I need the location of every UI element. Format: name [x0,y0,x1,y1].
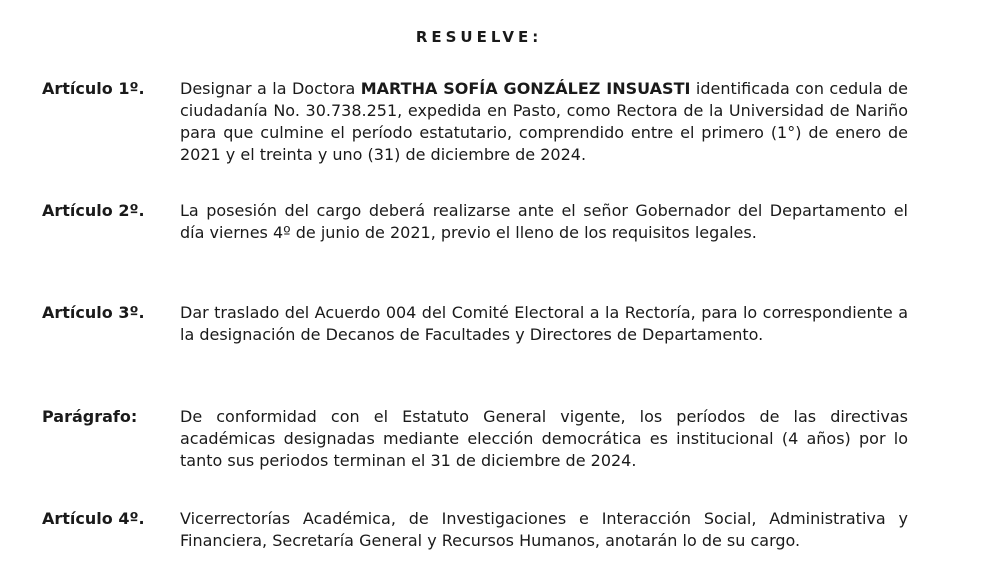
resolution-heading [0,28,988,46]
article-4-label: Artículo 4º. [42,509,145,528]
article-2-body: La posesión del cargo deberá realizarse ante el señor Gobernador del Departamento el día viernes 4º de junio de 2021, previo el lleno de los requisitos legales. [180,201,908,242]
paragrafo-body: De conformidad con el Estatuto General vigente, los períodos de las directivas académicas designadas mediante elección democrática es institucional (4 años) por lo tanto sus periodos terminan el 31 de diciembre de 2024. [180,407,908,470]
article-3-label: Artículo 3º. [42,303,145,322]
paragrafo-label: Parágrafo: [42,407,138,426]
article-1-bold-name: MARTHA SOFÍA GONZÁLEZ INSUASTI [360,79,691,98]
article-1-body [180,78,908,166]
heading-text: RESUELVE: [415,28,543,46]
article-1-label: Artículo 1º. [42,79,145,98]
article-2-label: Artículo 2º. [42,201,145,220]
article-3-body: Dar traslado del Acuerdo 004 del Comité Electoral a la Rectoría, para lo correspondiente a la designación de Decanos de Facultades y Directores de Departamento. [180,303,908,344]
article-4-body: Vicerrectorías Académica, de Investigaciones e Interacción Social, Administrativa y Financiera, Secretaría General y Recursos Humanos, anotarán lo de su cargo. [180,509,908,550]
article-1-text-after: identificada con cedula de ciudadanía No. 30.738.251, expedida en Pasto, como Rectora de la Universidad de Nariño para que culmine el período estatutario, comprendido entre el primero (1°) de enero de 2021 y el treinta y uno (31) de diciembre de 2024. [180,79,909,164]
article-1-text-before: Designar a la Doctora [180,79,361,98]
